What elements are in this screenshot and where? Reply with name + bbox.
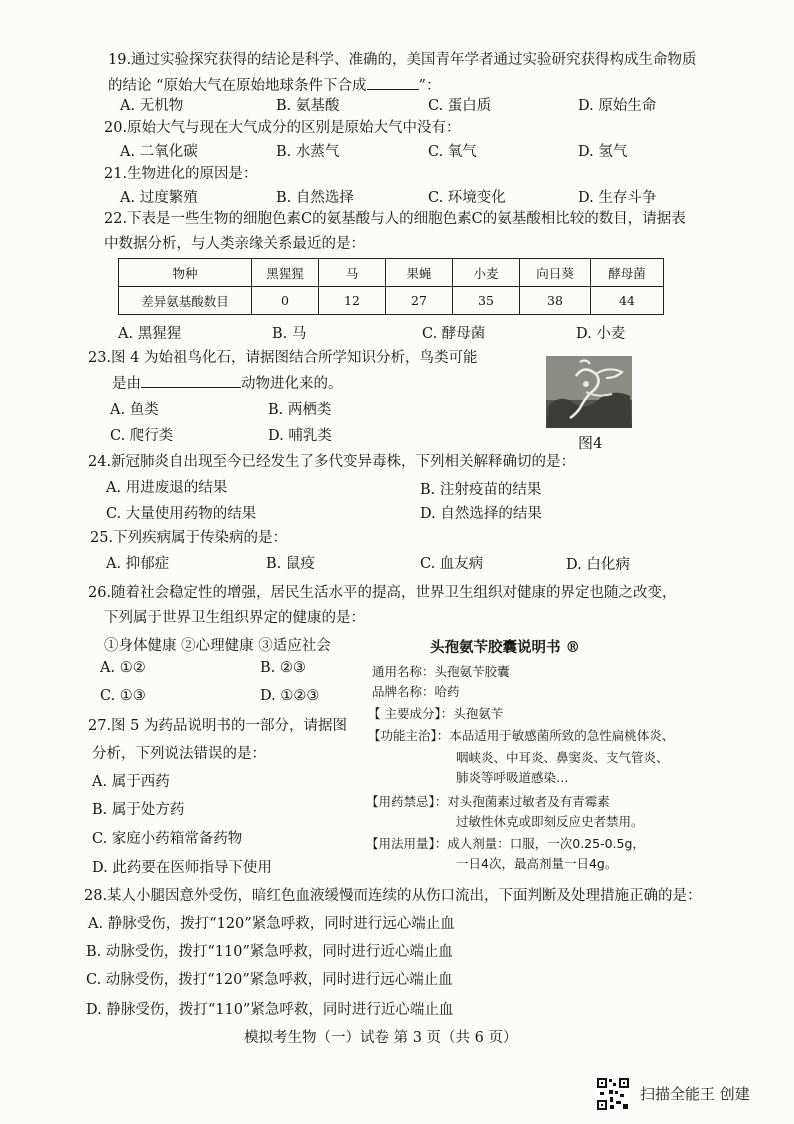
q25-option-d: D. 白化病 xyxy=(566,557,630,573)
q28-stem: 28.某人小腿因意外受伤，暗红色血液缓慢而连续的从伤口流出，下面判断及处理措施正确的是： xyxy=(84,888,702,904)
table-cell: 38 xyxy=(520,287,591,315)
q22-option-b: B. 马 xyxy=(272,326,307,342)
q21-option-b: B. 自然选择 xyxy=(276,190,354,206)
q19-stem-line1: 19.通过实验探究获得的结论是科学、准确的，美国青年学者通过实验研究获得构成生命物质 xyxy=(108,52,697,68)
leaflet-indications-3: 肺炎等呼吸道感染… xyxy=(456,770,569,785)
q20-option-b: B. 水蒸气 xyxy=(276,144,340,160)
q25-stem: 25.下列疾病属于传染病的是： xyxy=(90,530,288,546)
q27-option-c: C. 家庭小药箱常备药物 xyxy=(92,831,243,847)
q22-stem-line2: 中数据分析，与人类亲缘关系最近的是： xyxy=(104,236,365,252)
leaflet-contraindications: 【用药禁忌】：对头孢菌素过敏者及有青霉素 xyxy=(366,794,610,809)
table-cell: 35 xyxy=(453,287,520,315)
q19-stem-line2 xyxy=(108,74,440,95)
leaflet-dosage: 【用法用量】：成人剂量：口服，一次0.25-0.5g， xyxy=(366,836,645,851)
q22-option-c: C. 酵母菌 xyxy=(422,326,486,342)
q27-option-b: B. 属于处方药 xyxy=(92,802,185,818)
q28-option-a: A. 静脉受伤，拨打“120”紧急呼救，同时进行远心端止血 xyxy=(88,916,455,932)
q21-stem: 21.生物进化的原因是： xyxy=(104,166,258,182)
q23-option-a: A. 鱼类 xyxy=(110,402,159,418)
q24-stem: 24.新冠肺炎自出现至今已经发生了多代变异毒株，下列相关解释确切的是： xyxy=(88,454,576,470)
q26-option-a: A. ①② xyxy=(100,660,146,676)
q23-answer-blank xyxy=(141,373,241,388)
q21-option-d: D. 生存斗争 xyxy=(578,190,657,206)
amino-acid-table xyxy=(118,258,664,315)
table-cell: 向日葵 xyxy=(520,259,591,287)
table-cell: 27 xyxy=(386,287,453,315)
q20-stem: 20.原始大气与现在大气成分的区别是原始大气中没有： xyxy=(104,120,461,136)
q20-option-a: A. 二氧化碳 xyxy=(120,144,198,160)
q26-stem-line1: 26.随着社会稳定性的增强，居民生活水平的提高，世界卫生组织对健康的界定也随之改变， xyxy=(88,585,677,601)
leaflet-title: 头孢氨苄胶囊说明书 ® xyxy=(430,639,581,656)
qr-code-icon xyxy=(596,1077,630,1111)
table-cell: 黑猩猩 xyxy=(252,259,319,287)
table-cell: 12 xyxy=(319,287,386,315)
q22-option-a: A. 黑猩猩 xyxy=(118,326,182,342)
q27-option-d: D. 此药要在医师指导下使用 xyxy=(92,860,272,876)
table-cell: 酵母菌 xyxy=(591,259,664,287)
q19-stem-line2b: ”： xyxy=(418,78,441,94)
q22-stem-line1: 22.下表是一些生物的细胞色素C的氨基酸与人的细胞色素C的氨基酸相比较的数目，请据表 xyxy=(104,211,686,227)
q26-option-b: B. ②③ xyxy=(260,660,306,676)
q19-option-a: A. 无机物 xyxy=(120,98,184,114)
q24-option-b: B. 注射疫苗的结果 xyxy=(420,482,542,498)
q28-option-b: B. 动脉受伤，拨打“110”紧急呼救，同时进行近心端止血 xyxy=(86,944,453,960)
q23-stem-line2b: 动物进化来的。 xyxy=(241,376,343,392)
table-cell: 0 xyxy=(252,287,319,315)
leaflet-indications: 【功能主治】：本品适用于敏感菌所致的急性扁桃体炎、 xyxy=(368,728,675,743)
q20-option-d: D. 氢气 xyxy=(578,144,628,160)
table-cell: 果蝇 xyxy=(386,259,453,287)
q19-stem-line2a: 的结论 “原始大气在原始地球条件下合成 xyxy=(108,78,367,94)
q21-option-c: C. 环境变化 xyxy=(428,190,506,206)
q27-stem-line2: 分析，下列说法错误的是： xyxy=(92,746,266,762)
leaflet-contraindications-2: 过敏性休克或即刻反应史者禁用。 xyxy=(456,814,644,829)
leaflet-indications-2: 咽峡炎、中耳炎、鼻窦炎、支气管炎、 xyxy=(456,750,669,765)
q27-stem-line1: 27.图 5 为药品说明书的一部分，请据图 xyxy=(88,718,348,734)
scanner-watermark: 扫描全能王 创建 xyxy=(640,1085,750,1103)
q24-option-d: D. 自然选择的结果 xyxy=(420,506,542,522)
q19-option-c: C. 蛋白质 xyxy=(428,98,492,114)
q23-option-b: B. 两栖类 xyxy=(268,402,332,418)
leaflet-ingredient: 【 主要成分】：头孢氨苄 xyxy=(368,706,504,721)
q25-option-b: B. 鼠疫 xyxy=(266,556,315,572)
table-row xyxy=(119,287,664,315)
page-footer: 模拟考生物（一）试卷 第 3 页（共 6 页） xyxy=(244,1030,518,1046)
q23-option-d: D. 哺乳类 xyxy=(268,428,332,444)
q26-option-c: C. ①③ xyxy=(100,688,146,704)
q27-option-a: A. 属于西药 xyxy=(92,774,170,790)
table-cell: 44 xyxy=(591,287,664,315)
archaeopteryx-fossil-image xyxy=(546,356,632,428)
q22-option-d: D. 小麦 xyxy=(576,326,626,342)
q26-items: ①身体健康 ②心理健康 ③适应社会 xyxy=(104,638,331,654)
q21-option-a: A. 过度繁殖 xyxy=(120,190,198,206)
q25-option-a: A. 抑郁症 xyxy=(106,556,170,572)
table-cell: 马 xyxy=(319,259,386,287)
q25-option-c: C. 血友病 xyxy=(420,556,484,572)
table-header-row xyxy=(119,259,664,287)
q20-option-c: C. 氧气 xyxy=(428,144,477,160)
q23-stem-line1: 23.图 4 为始祖鸟化石，请据图结合所学知识分析，鸟类可能 xyxy=(88,350,478,366)
table-cell: 小麦 xyxy=(453,259,520,287)
leaflet-dosage-2: 一日4次，最高剂量一日4g。 xyxy=(456,856,618,871)
q23-stem-line2a: 是由 xyxy=(112,376,141,392)
q28-option-d: D. 静脉受伤，拨打“110”紧急呼救，同时进行近心端止血 xyxy=(86,1002,454,1018)
q26-stem-line2: 下列属于世界卫生组织界定的健康的是： xyxy=(104,610,365,626)
q23-stem-line2 xyxy=(112,372,343,393)
q24-option-a: A. 用进废退的结果 xyxy=(106,480,228,496)
q19-option-d: D. 原始生命 xyxy=(578,98,657,114)
q19-answer-blank xyxy=(367,75,419,90)
q19-option-b: B. 氨基酸 xyxy=(276,98,340,114)
q23-option-c: C. 爬行类 xyxy=(110,428,174,444)
q26-option-d: D. ①②③ xyxy=(260,688,320,704)
q28-option-c: C. 动脉受伤，拨打“120”紧急呼救，同时进行远心端止血 xyxy=(86,972,453,988)
leaflet-generic-name: 通用名称：头孢氨苄胶囊 xyxy=(372,664,510,679)
leaflet-brand-name: 品牌名称：哈药 xyxy=(372,684,460,699)
table-cell: 物种 xyxy=(119,259,252,287)
q24-option-c: C. 大量使用药物的结果 xyxy=(106,506,257,522)
table-cell: 差异氨基酸数目 xyxy=(119,287,252,315)
figure-4-caption: 图4 xyxy=(578,434,603,452)
